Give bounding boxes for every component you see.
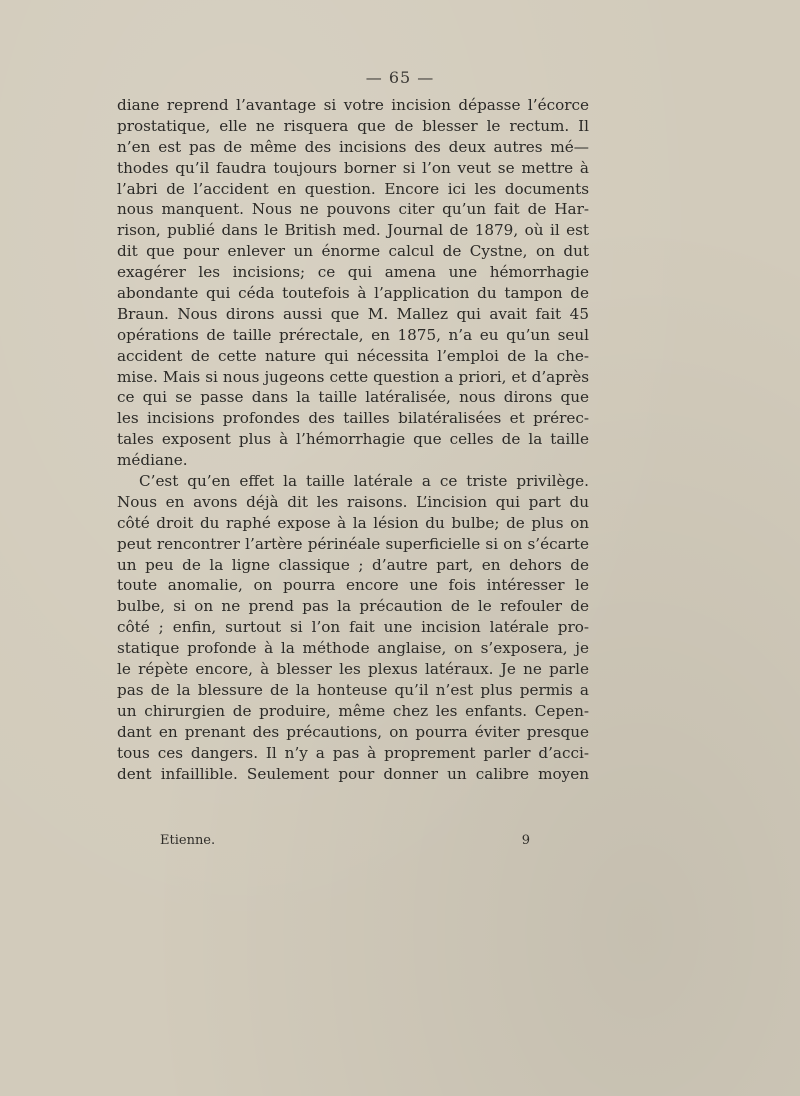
text-line: rison, publié dans le British med. Journal de 1879, où il est bbox=[117, 221, 589, 240]
text-line: médiane. bbox=[117, 451, 188, 470]
text-line: accident de cette nature qui nécessita l’emploi de la che- bbox=[117, 346, 589, 365]
text-line: abondante qui céda toutefois à l’application du tampon de bbox=[117, 284, 589, 303]
text-line: dent infaillible. Seulement pour donner un calibre moyen bbox=[117, 764, 589, 783]
text-line: mise. Mais si nous jugeons cette question a priori, et d’après bbox=[117, 367, 589, 386]
text-line: toute anomalie, on pourra encore une fois intéresser le bbox=[117, 576, 589, 595]
text-line: Braun. Nous dirons aussi que M. Mallez qui avait fait 45 bbox=[117, 304, 589, 323]
text-line: statique profonde à la méthode anglaise, on s’exposera, je bbox=[117, 639, 589, 658]
text-line: dant en prenant des précautions, on pourra éviter presque bbox=[117, 722, 589, 741]
text-line: dit que pour enlever un énorme calcul de Cystne, on dut bbox=[117, 242, 589, 261]
text-line: prostatique, elle ne risquera que de blesser le rectum. Il bbox=[117, 116, 589, 135]
text-line: opérations de taille prérectale, en 1875, n’a eu qu’un seul bbox=[117, 325, 589, 344]
page-number: — 65 — bbox=[365, 68, 435, 87]
text-line: nous manquent. Nous ne pouvons citer qu’un fait de Har- bbox=[117, 200, 589, 219]
text-line: C’est qu’en effet la taille latérale a ce triste privilège. bbox=[139, 472, 589, 491]
text-line: peut rencontrer l’artère périnéale superficielle si on s’écarte bbox=[117, 534, 589, 553]
text-line: les incisions profondes des tailles bilatéralisées et prérec- bbox=[117, 409, 589, 428]
sheet-number: 9 bbox=[521, 833, 530, 848]
text-line: pas de la blessure de la honteuse qu’il n’est plus permis a bbox=[117, 680, 589, 699]
text-line: n’en est pas de même des incisions des deux autres mé— bbox=[117, 137, 589, 156]
text-line: exagérer les incisions; ce qui amena une hémorrhagie bbox=[117, 263, 589, 282]
text-line: un chirurgien de produire, même chez les enfants. Cepen- bbox=[117, 701, 589, 720]
text-line: bulbe, si on ne prend pas la précaution de le refouler de bbox=[117, 597, 589, 616]
signature-mark: Etienne. bbox=[160, 833, 216, 848]
text-line: diane reprend l’avantage si votre incision dépasse l’écorce bbox=[117, 96, 589, 114]
text-line: un peu de la ligne classique ; d’autre part, en dehors de bbox=[117, 555, 589, 574]
text-line: côté ; enfin, surtout si l’on fait une incision latérale pro- bbox=[117, 618, 589, 637]
text-line: ce qui se passe dans la taille latéralisée, nous dirons que bbox=[117, 388, 589, 407]
text-line: tales exposent plus à l’hémorrhagie que celles de la taille bbox=[117, 430, 589, 449]
text-line: tous ces dangers. Il n’y a pas à proprement parler d’acci- bbox=[117, 743, 589, 762]
text-line: côté droit du raphé expose à la lésion du bulbe; de plus on bbox=[117, 513, 589, 532]
text-line: l’abri de l’accident en question. Encore ici les documents bbox=[117, 179, 589, 198]
text-line: Nous en avons déjà dit les raisons. L’incision qui part du bbox=[117, 492, 589, 511]
text-line: thodes qu’il faudra toujours borner si l’on veut se mettre à bbox=[117, 158, 589, 177]
text-line: le répète encore, à blesser les plexus latéraux. Je ne parle bbox=[117, 660, 589, 679]
body-text bbox=[117, 95, 589, 784]
